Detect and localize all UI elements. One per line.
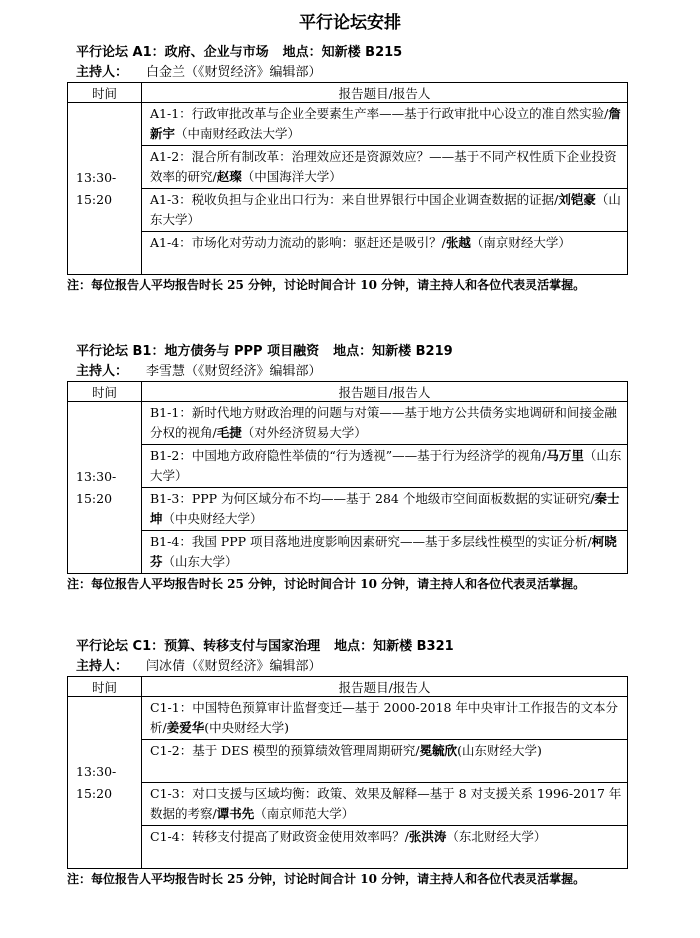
presenter-affiliation: （山东大学） [162,554,238,569]
forum-location: 地点：知新楼 B215 [282,45,403,60]
forum-location: 地点：知新楼 B321 [334,639,454,654]
presenter-name: 詹新宇 [150,106,621,141]
presenter-affiliation: （山东大学） [150,192,621,227]
forum-b1 [67,341,636,594]
presenter-name: 秦士坤 [150,491,620,526]
time-cell: 13:30-15:20 [68,103,142,275]
forum-heading [76,42,636,64]
column-header-talk: 报告题目/报告人 [142,382,628,402]
presenter-name: 马万里 [546,448,584,463]
table-row [68,531,628,574]
column-header-time: 时间 [68,83,142,103]
table-row [68,402,628,445]
talk-title: A1-2：混合所有制改革：治理效应还是资源效应？——基于不同产权性质下企业投资效率的研究/ [150,149,617,184]
talk-title: C1-2：基于 DES 模型的预算绩效管理周期研究/ [150,743,420,758]
talk-cell [142,697,628,740]
forum-title: 平行论坛 B1：地方债务与 PPP 项目融资 [76,344,320,359]
talk-cell [142,189,628,232]
presenter-affiliation: （对外经济贸易大学） [241,425,367,440]
talk-title: B1-3：PPP 为何区域分布不均——基于 284 个地级市空间面板数据的实证研究/ [150,491,595,506]
talk-cell [142,146,628,189]
table-header-row [68,382,628,402]
talk-title: C1-1：中国特色预算审计监督变迁—基于 2000-2018 年中央审计工作报告的文本分析/ [150,700,618,735]
forum-heading [76,636,636,658]
time-cell: 13:30-15:20 [68,402,142,574]
column-header-time: 时间 [68,382,142,402]
table-header-row [68,83,628,103]
table-row [68,103,628,146]
table-row [68,783,628,826]
talk-cell [142,402,628,445]
host-line [76,658,636,676]
schedule-table [67,82,628,275]
presenter-affiliation: （中央财经大学） [162,511,263,526]
talk-title: B1-1：新时代地方财政治理的问题与对策——基于地方公共债务实地调研和间接金融分权的视角/ [150,405,617,440]
forum-c1 [67,636,636,889]
talk-title: A1-3：税收负担与企业出口行为：来自世界银行中国企业调查数据的证据/ [150,192,559,207]
presenter-name: 谭书先 [216,806,255,821]
presenter-name: 张洪涛 [408,829,447,844]
talk-title: C1-3：对口支援与区域均衡：政策、效果及解释—基于 8 对支援关系 1996-2017 年数据的考察/ [150,786,622,821]
talk-cell [142,488,628,531]
page-title: 平行论坛安排 [299,13,401,33]
time-cell: 13:30-15:20 [68,697,142,869]
talk-cell [142,740,628,783]
talk-cell [142,445,628,488]
presenter-name: 张越 [445,235,471,250]
presenter-name: 冕毓欣 [419,743,458,758]
column-header-talk: 报告题目/报告人 [142,83,628,103]
presenter-name: 毛捷 [216,425,242,440]
presenter-affiliation: （南京财经大学） [470,235,571,250]
forum-title: 平行论坛 A1：政府、企业与市场 [76,45,269,60]
table-header-row [68,677,628,697]
presenter-affiliation: (中央财经大学) [204,720,289,735]
presenter-affiliation: （中南财经政法大学） [175,126,301,141]
table-row [68,146,628,189]
table-row [68,488,628,531]
table-row [68,740,628,783]
presenter-affiliation: (山东财经大学) [457,743,542,758]
presenter-affiliation: （南京师范大学） [254,806,355,821]
talk-title: A1-4：市场化对劳动力流动的影响：驱赶还是吸引？/ [150,235,446,250]
host-line [76,64,636,82]
column-header-talk: 报告题目/报告人 [142,677,628,697]
table-row [68,189,628,232]
host-label: 主持人： [76,65,129,80]
talk-title: B1-2：中国地方政府隐性举债的“行为透视”——基于行为经济学的视角/ [150,448,547,463]
schedule-table [67,676,628,869]
host-name: 李雪慧（《财贸经济》编辑部） [146,364,322,379]
talk-cell [142,826,628,869]
column-header-time: 时间 [68,677,142,697]
talk-cell [142,531,628,574]
host-name: 白金兰（《财贸经济》编辑部） [146,65,322,80]
table-row [68,445,628,488]
talk-title: C1-4：转移支付提高了财政资金使用效率吗？/ [150,829,409,844]
talk-title: B1-4：我国 PPP 项目落地进度影响因素研究——基于多层线性模型的实证分析/ [150,534,592,549]
talk-cell [142,783,628,826]
presenter-affiliation: （东北财经大学） [446,829,547,844]
table-row [68,826,628,869]
host-name: 闫冰倩（《财贸经济》编辑部） [146,659,322,674]
table-row [68,697,628,740]
forum-note: 注：每位报告人平均报告时长 25 分钟，讨论时间合计 10 分钟，请主持人和各位代表灵活掌握。 [67,872,586,886]
forum-note: 注：每位报告人平均报告时长 25 分钟，讨论时间合计 10 分钟，请主持人和各位代表灵活掌握。 [67,577,586,591]
host-label: 主持人： [76,364,129,379]
forum-title: 平行论坛 C1：预算、转移支付与国家治理 [76,639,321,654]
presenter-name: 柯晓芬 [150,534,617,569]
presenter-name: 姜爱华 [166,720,205,735]
forum-a1 [67,42,636,295]
forum-note: 注：每位报告人平均报告时长 25 分钟，讨论时间合计 10 分钟，请主持人和各位代表灵活掌握。 [67,278,586,292]
forum-location: 地点：知新楼 B219 [333,344,453,359]
talk-cell [142,103,628,146]
host-line [76,363,636,381]
schedule-table [67,381,628,574]
host-label: 主持人： [76,659,129,674]
presenter-name: 赵璨 [216,169,242,184]
forum-heading [76,341,636,363]
presenter-affiliation: （山东大学） [150,448,622,483]
presenter-affiliation: （中国海洋大学） [241,169,342,184]
talk-title: A1-1：行政审批改革与企业全要素生产率——基于行政审批中心设立的准自然实验/ [150,106,609,121]
talk-cell [142,232,628,275]
presenter-name: 刘铠豪 [558,192,596,207]
table-row [68,232,628,275]
